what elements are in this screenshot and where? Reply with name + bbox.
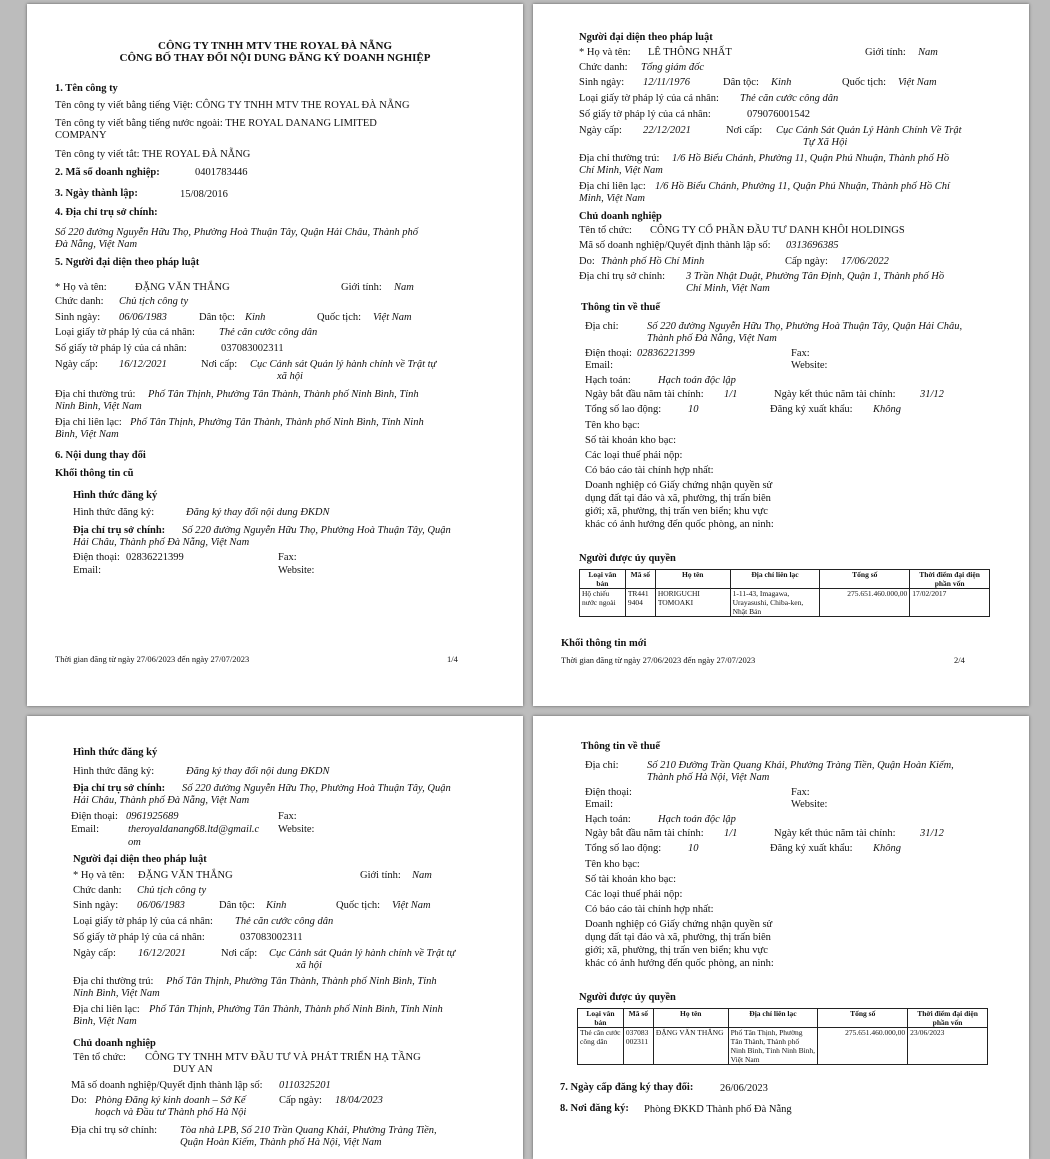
name-foreign-value-2: COMPANY — [55, 130, 107, 141]
fy-start-value: 1/1 — [724, 828, 738, 839]
section-8-title: 8. Nơi đăng ký: — [560, 1103, 629, 1114]
labor-label: Tổng số lao động: — [585, 404, 662, 415]
place-line-2: xã hội — [296, 960, 322, 971]
idtype-value: Thẻ căn cước công dân — [235, 916, 334, 927]
page-number: 2/4 — [954, 655, 965, 665]
title-label: Chức danh: — [579, 62, 628, 73]
nation-value: Việt Nam — [373, 312, 412, 323]
perm-label: Địa chỉ thường trú: — [579, 153, 660, 164]
nation-label: Quốc tịch: — [336, 900, 381, 911]
by-value: Thành phố Hồ Chí Minh — [601, 256, 705, 267]
contact-line-1: Phố Tân Thịnh, Phường Tân Thành, Thành phố Ninh Bình, Tỉnh Ninh — [149, 1004, 443, 1015]
idno-value: 079076001542 — [747, 109, 810, 120]
cell-address: 1-11-43, Imagawa, Urayasushi, Chiba-ken, Nhật Bản — [730, 589, 820, 617]
contact-label: Địa chỉ liên lạc: — [55, 417, 122, 428]
title-value: Chủ tịch công ty — [137, 885, 207, 896]
land-line-2: dụng đất tại đảo và xã, phường, thị trấn biên — [585, 932, 771, 943]
labor-label: Tổng số lao động: — [585, 843, 662, 854]
title-value: Chủ tịch công ty — [119, 296, 189, 307]
treasury-acct-label: Số tài khoản kho bạc: — [585, 435, 676, 446]
email-label: Email: — [71, 824, 99, 835]
perm-line-1: 1/6 Hồ Biểu Chánh, Phường 11, Quận Phú Nhuận, Thành phố Hồ — [672, 153, 950, 164]
rep-name-value: ĐẶNG VĂN THẮNG — [135, 282, 230, 293]
contact-line-2: Bình, Việt Nam — [55, 429, 119, 440]
idno-label: Số giấy tờ pháp lý của cá nhân: — [579, 109, 711, 120]
labor-value: 10 — [688, 404, 699, 415]
fy-end-label: Ngày kết thúc năm tài chính: — [774, 389, 896, 400]
perm-line-1: Phố Tân Thịnh, Phường Tân Thành, Thành phố Ninh Bình, Tỉnh — [148, 389, 419, 400]
addr-line-1: Số 220 đường Nguyễn Hữu Thọ, Phường Hoà Thuận Tây, Quận Hải Châu, — [647, 321, 963, 332]
title-value: Tổng giám đốc — [641, 62, 704, 73]
orgno-value: 0313696385 — [786, 240, 839, 251]
acct-value: Hạch toán độc lập — [658, 814, 736, 825]
cell-code: TR441 9404 — [625, 589, 655, 617]
cell-doc-type: Hộ chiếu nước ngoài — [580, 589, 626, 617]
cell-total: 275.651.460.000,00 — [818, 1028, 908, 1065]
fax-label: Fax: — [791, 348, 810, 359]
dob-value: 06/06/1983 — [137, 900, 185, 911]
hq-line-2: Hải Châu, Thành phố Đà Nẵng, Việt Nam — [73, 795, 250, 806]
announcement-heading: CÔNG BỐ THAY ĐỔI NỘI DUNG ĐĂNG KÝ DOANH NGHIỆP — [119, 52, 431, 64]
reg-form-heading: Hình thức đăng ký — [73, 490, 158, 501]
contact-label: Địa chỉ liên lạc: — [579, 181, 646, 192]
ethnic-label: Dân tộc: — [219, 900, 255, 911]
owner-heading: Chủ doanh nghiệp — [579, 211, 662, 222]
issued-value: 16/12/2021 — [119, 359, 167, 370]
org-label: Tên tổ chức: — [73, 1052, 126, 1063]
owner-heading: Chủ doanh nghiệp — [73, 1038, 156, 1049]
date-label: Cấp ngày: — [785, 256, 828, 267]
treasury-label: Tên kho bạc: — [585, 420, 640, 431]
place-label: Nơi cấp: — [726, 125, 763, 136]
auth-heading: Người được ủy quyền — [579, 992, 676, 1003]
nation-value: Việt Nam — [898, 77, 937, 88]
gender-value: Nam — [918, 47, 938, 58]
by-line-2: hoạch và Đầu tư Thành phố Hà Nội — [95, 1107, 247, 1118]
issued-label: Ngày cấp: — [55, 359, 98, 370]
section-7-value: 26/06/2023 — [720, 1083, 768, 1094]
contact-line-2: Bình, Việt Nam — [73, 1016, 137, 1027]
title-label: Chức danh: — [73, 885, 122, 896]
new-block-title: Khối thông tin mới — [561, 638, 647, 649]
perm-line-2: Ninh Bình, Việt Nam — [55, 401, 142, 412]
by-label: Do: — [579, 256, 595, 267]
acct-label: Hạch toán: — [585, 375, 631, 386]
gender-label: Giới tính: — [360, 870, 401, 881]
perm-line-1: Phố Tân Thịnh, Phường Tân Thành, Thành phố Ninh Bình, Tỉnh — [166, 976, 437, 987]
orghq-line-1: Tòa nhà LPB, Số 210 Trần Quang Khải, Phường Tràng Tiền, — [180, 1125, 437, 1136]
authorized-table — [577, 1008, 988, 1065]
place-line-1: Cục Cảnh sát Quản lý hành chính về Trật tự — [269, 948, 456, 959]
cell-name: HORIGUCHI TOMOAKI — [655, 589, 730, 617]
gender-value: Nam — [412, 870, 432, 881]
export-value: Không — [873, 404, 902, 415]
addr-line-2: Thành phố Đà Nẵng, Việt Nam — [647, 333, 777, 344]
org-line-1: CÔNG TY TNHH MTV ĐẦU TƯ VÀ PHÁT TRIỂN HẠ TẦNG — [145, 1052, 421, 1063]
addr-label: Địa chỉ: — [585, 760, 619, 771]
page-footer: Thời gian đăng từ ngày 27/06/2023 đến ngày 27/07/2023 — [55, 654, 250, 664]
export-value: Không — [873, 843, 902, 854]
phone-label: Điện thoại: — [71, 811, 118, 822]
addr-label: Địa chỉ: — [585, 321, 619, 332]
rep-name-value: LÊ THÔNG NHẤT — [648, 47, 732, 58]
ethnic-value: Kinh — [266, 900, 287, 911]
export-label: Đăng ký xuất khẩu: — [770, 404, 853, 415]
document-page-1 — [27, 4, 523, 706]
org-value: CÔNG TY CỔ PHẦN ĐẦU TƯ DANH KHÔI HOLDINGS — [650, 225, 905, 236]
fy-end-value: 31/12 — [920, 389, 944, 400]
land-line-4: khác có ảnh hưởng đến quốc phòng, an ninh: — [585, 958, 774, 969]
dob-label: Sinh ngày: — [579, 77, 625, 88]
perm-label: Địa chỉ thường trú: — [73, 976, 154, 987]
orghq-line-2: Chí Minh, Việt Nam — [686, 283, 770, 294]
phone-value: 0961925689 — [126, 811, 179, 822]
col-doc-type: Loại văn bản — [578, 1009, 624, 1028]
idno-value: 037083002311 — [240, 932, 303, 943]
phone-label: Điện thoại: — [73, 552, 120, 563]
company-heading: CÔNG TY TNHH MTV THE ROYAL ĐÀ NẴNG — [158, 40, 392, 52]
contact-line-1: 1/6 Hồ Biểu Chánh, Phường 11, Quận Phú Nhuận, Thành phố Hồ Chí — [655, 181, 950, 192]
name-foreign-label: Tên công ty viết bằng tiếng nước ngoài: — [55, 118, 223, 129]
place-label: Nơi cấp: — [201, 359, 238, 370]
fy-end-value: 31/12 — [920, 828, 944, 839]
reg-form-value: Đăng ký thay đổi nội dung ĐKDN — [186, 507, 330, 518]
issued-label: Ngày cấp: — [579, 125, 622, 136]
name-vn-value: CÔNG TY TNHH MTV THE ROYAL ĐÀ NẴNG — [195, 100, 410, 111]
section-2-title: 2. Mã số doanh nghiệp: — [55, 167, 160, 178]
page-number: 1/4 — [447, 654, 458, 664]
col-doc-type: Loại văn bản — [580, 570, 626, 589]
idtype-label: Loại giấy tờ pháp lý của cá nhân: — [73, 916, 213, 927]
org-line-2: DUY AN — [173, 1064, 213, 1075]
reg-form-label: Hình thức đăng ký: — [73, 766, 155, 777]
land-line-1: Doanh nghiệp có Giấy chứng nhận quyền sử — [585, 919, 773, 930]
document-page-4 — [533, 716, 1029, 1159]
tax-heading: Thông tin về thuế — [581, 302, 661, 313]
export-label: Đăng ký xuất khẩu: — [770, 843, 853, 854]
idno-label: Số giấy tờ pháp lý của cá nhân: — [55, 343, 187, 354]
email-line-2: om — [128, 837, 141, 848]
reg-form-label: Hình thức đăng ký: — [73, 507, 155, 518]
rep-name-label: * Họ và tên: — [55, 282, 107, 293]
section-1-title: 1. Tên công ty — [55, 83, 118, 94]
section-6-title: 6. Nội dung thay đổi — [55, 450, 146, 461]
land-line-1: Doanh nghiệp có Giấy chứng nhận quyền sử — [585, 480, 773, 491]
cell-code: 037083 002311 — [623, 1028, 653, 1065]
phone-label: Điện thoại: — [585, 787, 632, 798]
authorized-table — [579, 569, 990, 617]
ethnic-value: Kinh — [245, 312, 266, 323]
hq-old-label: Địa chỉ trụ sở chính: — [73, 525, 166, 536]
email-label: Email: — [585, 799, 613, 810]
col-time: Thời điểm đại diện phần vốn — [908, 1009, 988, 1028]
section-7-title: 7. Ngày cấp đăng ký thay đổi: — [560, 1082, 694, 1093]
orghq-label: Địa chỉ trụ sở chính: — [579, 271, 666, 282]
issued-label: Ngày cấp: — [73, 948, 116, 959]
idno-label: Số giấy tờ pháp lý của cá nhân: — [73, 932, 205, 943]
land-line-2: dụng đất tại đảo và xã, phường, thị trấn biên — [585, 493, 771, 504]
table-row — [578, 1028, 988, 1065]
addr-line-1: Số 210 Đường Trần Quang Khải, Phường Tràng Tiền, Quận Hoàn Kiếm, — [647, 760, 954, 771]
idtype-value: Thẻ căn cước công dân — [740, 93, 839, 104]
orgno-label: Mã số doanh nghiệp/Quyết định thành lập số: — [579, 240, 771, 251]
ethnic-label: Dân tộc: — [723, 77, 759, 88]
treasury-acct-label: Số tài khoản kho bạc: — [585, 874, 676, 885]
contact-line-1: Phố Tân Thịnh, Phường Tân Thành, Thành phố Ninh Bình, Tỉnh Ninh — [130, 417, 424, 428]
idtype-value: Thẻ căn cước công dân — [219, 327, 318, 338]
rep-name-label: * Họ và tên: — [579, 47, 631, 58]
perm-label: Địa chỉ thường trú: — [55, 389, 136, 400]
website-label: Website: — [791, 360, 828, 371]
cell-address: Phố Tân Thịnh, Phường Tân Thành, Thành phố Ninh Bình, Tỉnh Ninh Bình, Việt Nam — [728, 1028, 818, 1065]
page-footer: Thời gian đăng từ ngày 27/06/2023 đến ngày 27/07/2023 — [561, 655, 756, 665]
hq-line-2: Đà Nẵng, Việt Nam — [55, 239, 138, 250]
rep-heading: Người đại diện theo pháp luật — [579, 32, 713, 43]
fy-start-label: Ngày bắt đầu năm tài chính: — [585, 389, 704, 400]
hq-old-line-2: Hải Châu, Thành phố Đà Nẵng, Việt Nam — [73, 537, 250, 548]
place-line-1: Cục Cảnh sát Quản lý hành chính về Trật tự — [250, 359, 437, 370]
gender-label: Giới tính: — [341, 282, 382, 293]
col-address: Địa chỉ liên lạc — [730, 570, 820, 589]
cell-total: 275.651.460.000,00 — [820, 589, 910, 617]
phone-value: 02836221399 — [637, 348, 695, 359]
col-code: Mã số — [623, 1009, 653, 1028]
tax-code-value: 0401783446 — [195, 167, 248, 178]
land-line-4: khác có ảnh hưởng đến quốc phòng, an ninh: — [585, 519, 774, 530]
hq-old-line-1: Số 220 đường Nguyễn Hữu Thọ, Phường Hoà Thuận Tây, Quận — [182, 525, 451, 536]
phone-label: Điện thoại: — [585, 348, 632, 359]
by-line-1: Phòng Đăng ký kinh doanh – Sở Kế — [95, 1095, 246, 1106]
section-3-title: 3. Ngày thành lập: — [55, 188, 138, 199]
taxes-label: Các loại thuế phải nộp: — [585, 450, 683, 461]
section-5-title: 5. Người đại diện theo pháp luật — [55, 257, 200, 268]
issued-value: 22/12/2021 — [643, 125, 691, 136]
email-label: Email: — [585, 360, 613, 371]
date-value: 17/06/2022 — [841, 256, 889, 267]
dob-label: Sinh ngày: — [73, 900, 119, 911]
consol-label: Có báo cáo tài chính hợp nhất: — [585, 904, 714, 915]
auth-heading: Người được ủy quyền — [579, 553, 676, 564]
name-short-row — [55, 148, 250, 161]
ethnic-value: Kinh — [771, 77, 792, 88]
fax-label: Fax: — [791, 787, 810, 798]
document-page-2 — [533, 4, 1029, 706]
section-4-title: 4. Địa chỉ trụ sở chính: — [55, 207, 158, 218]
name-short-label: Tên công ty viết tắt: — [55, 149, 140, 160]
rep-heading: Người đại diện theo pháp luật — [73, 854, 207, 865]
rep-name-label: * Họ và tên: — [73, 870, 125, 881]
dob-value: 12/11/1976 — [643, 77, 691, 88]
website-label: Website: — [278, 565, 315, 576]
place-line-1: Cục Cảnh Sát Quản Lý Hành Chính Về Trật — [776, 125, 962, 136]
website-label: Website: — [278, 824, 315, 835]
land-line-3: giới; xã, phường, thị trấn ven biển; khu vực — [585, 945, 768, 956]
orgno-value: 0110325201 — [279, 1080, 331, 1091]
dob-label: Sinh ngày: — [55, 312, 101, 323]
title-label: Chức danh: — [55, 296, 104, 307]
founded-value: 15/08/2016 — [180, 189, 228, 200]
fax-label: Fax: — [278, 552, 297, 563]
email-label: Email: — [73, 565, 101, 576]
taxes-label: Các loại thuế phải nộp: — [585, 889, 683, 900]
hq-line-1: Số 220 đường Nguyễn Hữu Thọ, Phường Hoà Thuận Tây, Quận Hải Châu, Thành phố — [55, 227, 418, 238]
tax-heading: Thông tin về thuế — [581, 741, 661, 752]
col-total: Tổng số — [820, 570, 910, 589]
land-line-3: giới; xã, phường, thị trấn ven biển; khu vực — [585, 506, 768, 517]
contact-label: Địa chỉ liên lạc: — [73, 1004, 140, 1015]
orghq-label: Địa chỉ trụ sở chính: — [71, 1125, 158, 1136]
email-line-1: theroyaldanang68.ltd@gmail.c — [128, 824, 260, 835]
col-name: Họ tên — [653, 1009, 728, 1028]
date-value: 18/04/2023 — [335, 1095, 383, 1106]
fy-start-label: Ngày bắt đầu năm tài chính: — [585, 828, 704, 839]
dob-value: 06/06/1983 — [119, 312, 167, 323]
col-total: Tổng số — [818, 1009, 908, 1028]
name-vn-row — [55, 99, 410, 112]
treasury-label: Tên kho bạc: — [585, 859, 640, 870]
document-page-3 — [27, 716, 523, 1159]
table-header-row — [578, 1009, 988, 1028]
gender-value: Nam — [394, 282, 414, 293]
name-vn-label: Tên công ty viết bằng tiếng Việt: — [55, 100, 193, 111]
name-foreign-value: THE ROYAL DANANG LIMITED — [225, 118, 377, 129]
phone-value: 02836221399 — [126, 552, 184, 563]
perm-line-2: Chí Minh, Việt Nam — [579, 165, 663, 176]
rep-name-value: ĐẶNG VĂN THẮNG — [138, 870, 233, 881]
acct-value: Hạch toán độc lập — [658, 375, 736, 386]
idno-value: 037083002311 — [221, 343, 284, 354]
nation-label: Quốc tịch: — [842, 77, 887, 88]
hq-label: Địa chỉ trụ sở chính: — [73, 783, 166, 794]
orghq-line-1: 3 Trần Nhật Duật, Phường Tân Định, Quận 1, Thành phố Hồ — [686, 271, 945, 282]
fy-end-label: Ngày kết thúc năm tài chính: — [774, 828, 896, 839]
cell-time: 17/02/2017 — [910, 589, 990, 617]
orghq-line-2: Quận Hoàn Kiếm, Thành phố Hà Nội, Việt Nam — [180, 1137, 382, 1148]
by-label: Do: — [71, 1095, 87, 1106]
hq-line-1: Số 220 đường Nguyễn Hữu Thọ, Phường Hoà Thuận Tây, Quận — [182, 783, 451, 794]
table-header-row — [580, 570, 990, 589]
issued-value: 16/12/2021 — [138, 948, 186, 959]
place-line-2: Tự Xã Hội — [803, 137, 848, 148]
fax-label: Fax: — [278, 811, 297, 822]
reg-form-heading: Hình thức đăng ký — [73, 747, 158, 758]
old-block-title: Khối thông tin cũ — [55, 468, 134, 479]
fy-start-value: 1/1 — [724, 389, 738, 400]
col-address: Địa chỉ liên lạc — [728, 1009, 818, 1028]
gender-label: Giới tính: — [865, 47, 906, 58]
nation-label: Quốc tịch: — [317, 312, 362, 323]
cell-doc-type: Thẻ căn cước công dân — [578, 1028, 624, 1065]
place-label: Nơi cấp: — [221, 948, 258, 959]
idtype-label: Loại giấy tờ pháp lý của cá nhân: — [579, 93, 719, 104]
section-8-value: Phòng ĐKKD Thành phố Đà Nẵng — [644, 1104, 792, 1115]
col-name: Họ tên — [655, 570, 730, 589]
ethnic-label: Dân tộc: — [199, 312, 235, 323]
nation-value: Việt Nam — [392, 900, 431, 911]
org-label: Tên tổ chức: — [579, 225, 632, 236]
date-label: Cấp ngày: — [279, 1095, 322, 1106]
col-code: Mã số — [625, 570, 655, 589]
contact-line-2: Minh, Việt Nam — [579, 193, 646, 204]
website-label: Website: — [791, 799, 828, 810]
acct-label: Hạch toán: — [585, 814, 631, 825]
orgno-label: Mã số doanh nghiệp/Quyết định thành lập số: — [71, 1080, 263, 1091]
idtype-label: Loại giấy tờ pháp lý của cá nhân: — [55, 327, 195, 338]
col-time: Thời điểm đại diện phần vốn — [910, 570, 990, 589]
place-line-2: xã hội — [277, 371, 303, 382]
perm-line-2: Ninh Bình, Việt Nam — [73, 988, 160, 999]
consol-label: Có báo cáo tài chính hợp nhất: — [585, 465, 714, 476]
cell-time: 23/06/2023 — [908, 1028, 988, 1065]
table-row — [580, 589, 990, 617]
cell-name: ĐẶNG VĂN THẮNG — [653, 1028, 728, 1065]
addr-line-2: Thành phố Hà Nội, Việt Nam — [647, 772, 770, 783]
reg-form-value: Đăng ký thay đổi nội dung ĐKDN — [186, 766, 330, 777]
labor-value: 10 — [688, 843, 699, 854]
name-short-value: THE ROYAL ĐÀ NẴNG — [142, 149, 251, 160]
